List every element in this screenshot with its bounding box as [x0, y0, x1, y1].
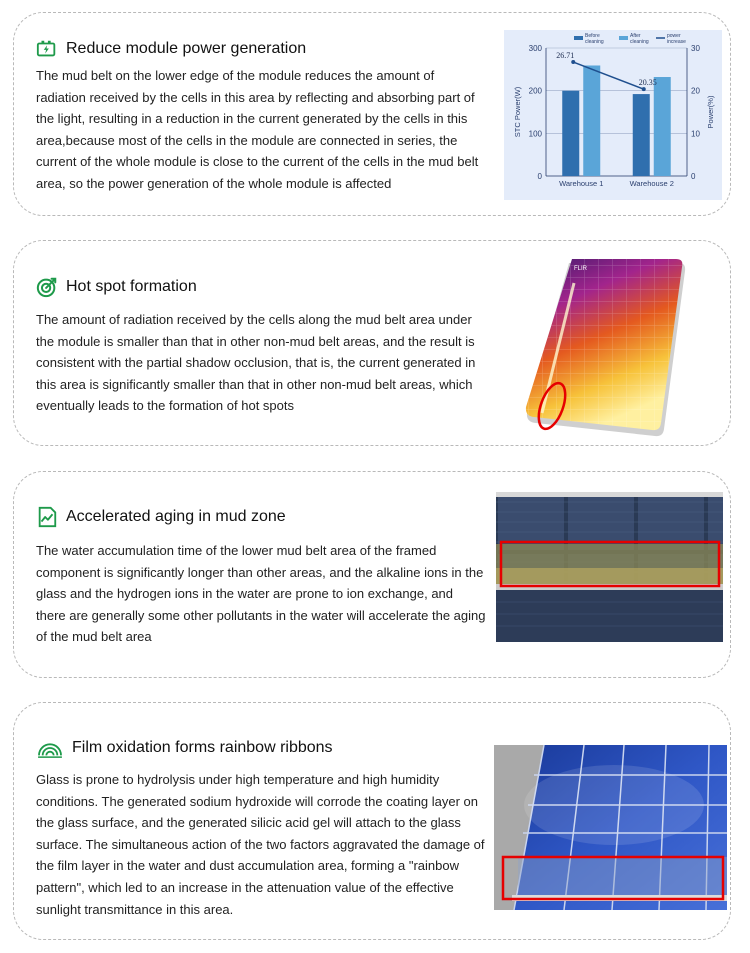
card-reduce-power — [13, 12, 731, 216]
line-chart-icon — [36, 506, 58, 528]
data-label: 26.71 — [556, 51, 575, 61]
section-title — [36, 276, 197, 298]
section-title-text: Accelerated aging in mud zone — [66, 508, 286, 525]
section-body: Glass is prone to hydrolysis under high temperature and high humidity conditions. The generated sodium hydroxide will corrode the coating layer on the glass surface, and the generated silicic acid gel will attach to the glass surface. The simultaneous action of the two factors aggravated the damage of the film layer in the water and dust accumulation area, forming a "rainbow pattern", which led to an increase in the attenuation value of the effective sunlight transmittance in this area. — [36, 772, 485, 917]
x-tick-label: Warehouse 1 — [559, 179, 604, 188]
section-body: The amount of radiation received by the cells along the mud belt area under the module is smaller than that in other non-mud belt areas, and the result is consistent with the partial shadow occlusion, that is, the current generated in this area is significantly smaller than that in other non-mud belt areas, which eventually leads to the formation of hot spots — [36, 312, 476, 414]
battery-charging-icon — [36, 38, 58, 60]
legend-swatch — [574, 36, 583, 40]
thermal-image — [514, 253, 692, 441]
y-tick-label: 300 — [528, 44, 542, 53]
power-increase-point — [571, 60, 575, 64]
y2-tick-label: 30 — [691, 44, 700, 53]
section-title — [36, 38, 306, 60]
legend-swatch — [619, 36, 628, 40]
mud-zone-photo — [496, 492, 723, 642]
power-comparison-chart — [504, 30, 722, 200]
legend-label: cleaning — [630, 39, 649, 45]
y2-tick-label: 20 — [691, 86, 700, 96]
section-title-text: Hot spot formation — [66, 278, 197, 295]
bar-before — [633, 94, 650, 176]
data-label: 20.35 — [638, 78, 657, 88]
rainbow-ribbon-photo — [494, 745, 727, 910]
x-tick-label: Warehouse 2 — [629, 179, 674, 188]
section-title-text: Film oxidation forms rainbow ribbons — [72, 739, 333, 756]
card-rainbow — [13, 702, 731, 940]
legend-label: cleaning — [585, 39, 604, 45]
bar-after — [583, 65, 600, 176]
power-increase-point — [642, 87, 646, 91]
legend-label: increase — [667, 39, 686, 45]
section-body: The mud belt on the lower edge of the module reduces the amount of radiation received by the cells in this area by reflecting and absorbing part of the light, resulting in a reduction in the current generated by the cells in this area,because most of the cells in the module are connected in series, the current of the whole module is close to the current of the cells in the mud belt area, so the power generation of the whole module is affected — [36, 68, 479, 191]
legend-label: Before — [585, 33, 600, 39]
card-hot-spot — [13, 240, 731, 446]
target-icon — [36, 276, 58, 298]
bar-before — [562, 91, 579, 176]
section-title — [36, 737, 333, 759]
card-aging — [13, 471, 731, 678]
y-tick-label: 200 — [528, 86, 542, 96]
legend-label: power — [667, 33, 681, 39]
section-title — [36, 506, 286, 528]
thermal-label: FLIR — [574, 266, 588, 272]
y2-tick-label: 10 — [691, 129, 700, 139]
y-tick-label: 0 — [537, 172, 542, 181]
chart-svg — [504, 30, 722, 200]
section-body: The water accumulation time of the lower mud belt area of the framed component is significantly longer than other areas, and the alkaline ions in the glass and the hydrogen ions in the water are prone to ion exchange, and there are generally some other pollutants in the water will accelerate the aging of the mud belt area — [36, 543, 486, 645]
y-axis-label: STC Power(W) — [513, 86, 522, 138]
y2-tick-label: 0 — [691, 172, 696, 181]
legend-label: After — [630, 33, 641, 39]
y-tick-label: 100 — [528, 129, 542, 139]
bar-after — [654, 77, 671, 176]
rainbow-icon — [36, 737, 64, 759]
section-title-text: Reduce module power generation — [66, 40, 307, 57]
y2-axis-label: Power(%) — [706, 95, 715, 129]
